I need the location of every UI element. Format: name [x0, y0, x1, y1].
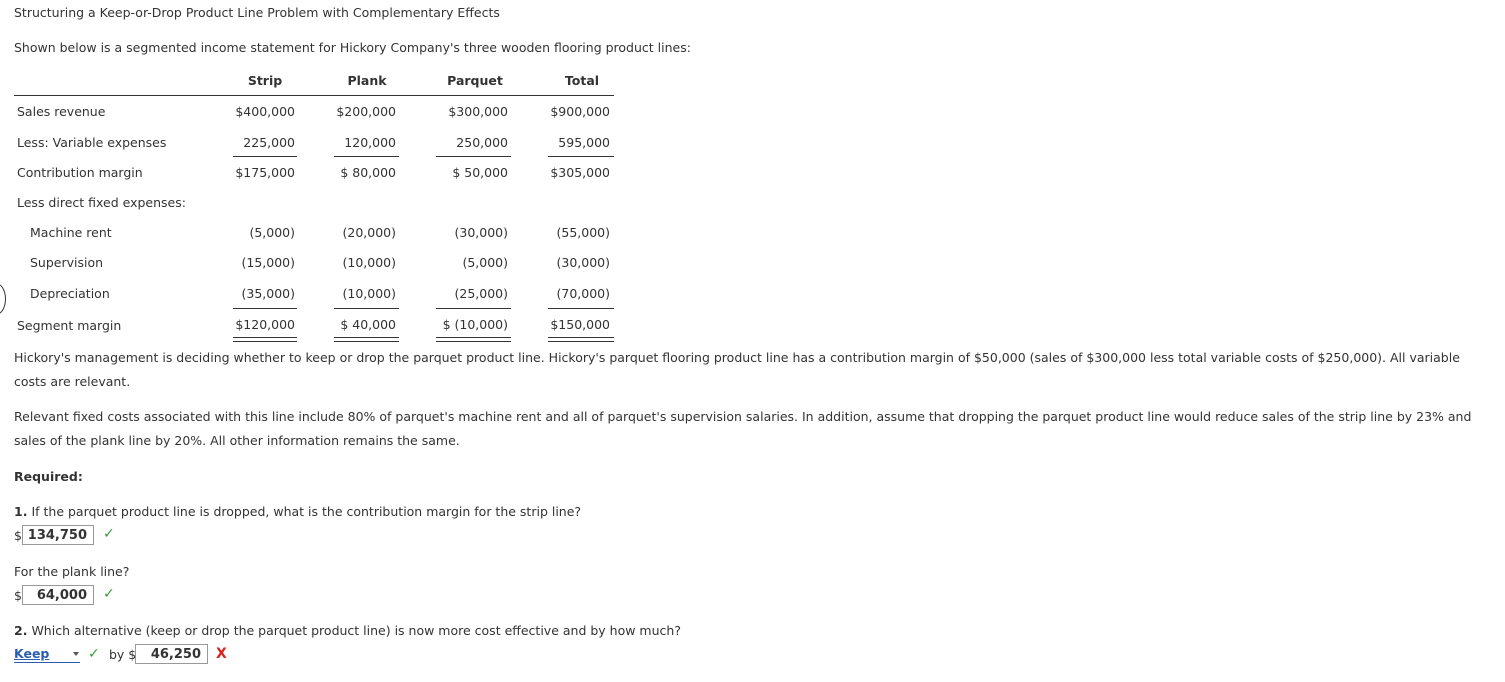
- cell: $200,000: [336, 104, 396, 119]
- difference-input[interactable]: 46,250: [135, 644, 208, 664]
- header-plank: Plank: [347, 73, 387, 88]
- header-strip: Strip: [247, 73, 283, 88]
- row-label: Supervision: [30, 255, 104, 270]
- cell: $305,000: [550, 165, 610, 180]
- cell: (10,000): [342, 255, 396, 270]
- subtotal-rule: [233, 308, 297, 309]
- row-label: Less direct fixed expenses:: [17, 195, 186, 210]
- subtotal-rule: [233, 156, 297, 157]
- total-double-rule: [548, 337, 614, 342]
- cell: (30,000): [454, 225, 508, 240]
- chevron-down-icon[interactable]: [73, 652, 79, 656]
- cell: (5,000): [462, 255, 508, 270]
- currency-symbol: $: [14, 588, 22, 603]
- cell: 595,000: [558, 135, 610, 150]
- correct-check-icon: ✓: [103, 526, 115, 542]
- cell: $175,000: [235, 165, 295, 180]
- cell: (25,000): [454, 286, 508, 301]
- question-1: [14, 504, 581, 519]
- row-label: Depreciation: [30, 286, 110, 301]
- header-rule: [14, 95, 614, 96]
- cell: (70,000): [556, 286, 610, 301]
- subtotal-rule: [334, 156, 399, 157]
- paragraph-fixed-costs: Relevant fixed costs associated with this line include 80% of parquet's machine rent and all of parquet's supervision salaries. In addition, assume that dropping the parquet product line would reduce sales of the strip line by 23% and sales of the plank line by 20%. All other information remains the same.: [14, 409, 1472, 448]
- question-text: If the parquet product line is dropped, what is the contribution margin for the strip line?: [31, 504, 582, 519]
- paragraph-management: Hickory's management is deciding whether to keep or drop the parquet product line. Hickory's parquet flooring product line has a contribution margin of $50,000 (sales of $300,000 less total variable costs of $250,000). All variable costs are relevant.: [14, 350, 1460, 389]
- intro-text: Shown below is a segmented income statement for Hickory Company's three wooden flooring product lines:: [14, 40, 691, 55]
- row-label: Sales revenue: [17, 104, 106, 119]
- cell: 120,000: [344, 135, 396, 150]
- cell: (15,000): [241, 255, 295, 270]
- total-double-rule: [436, 337, 511, 342]
- subtotal-rule: [334, 308, 399, 309]
- cell: $ 40,000: [340, 317, 396, 332]
- question-2: [14, 623, 681, 638]
- strip-cm-input[interactable]: 134,750: [22, 525, 94, 545]
- cell: (20,000): [342, 225, 396, 240]
- header-parquet: Parquet: [447, 73, 503, 88]
- total-double-rule: [334, 337, 399, 342]
- plank-cm-input[interactable]: 64,000: [22, 585, 94, 605]
- total-double-rule: [233, 337, 297, 342]
- cell: $ (10,000): [442, 317, 508, 332]
- question-number: 2.: [14, 623, 28, 638]
- row-label: Contribution margin: [17, 165, 143, 180]
- correct-check-icon: ✓: [103, 586, 115, 602]
- cell: $ 50,000: [452, 165, 508, 180]
- correct-check-icon: ✓: [88, 646, 100, 662]
- cell: (30,000): [556, 255, 610, 270]
- row-label: Less: Variable expenses: [17, 135, 167, 150]
- cell: 250,000: [456, 135, 508, 150]
- required-heading: Required:: [14, 469, 83, 484]
- alternative-select[interactable]: [14, 646, 80, 663]
- left-edge-arc: [0, 283, 6, 315]
- row-label: Machine rent: [30, 225, 112, 240]
- cell: $150,000: [550, 317, 610, 332]
- cell: (10,000): [342, 286, 396, 301]
- row-label: Segment margin: [17, 318, 122, 333]
- cell: $900,000: [550, 104, 610, 119]
- cell: 225,000: [243, 135, 295, 150]
- cell: (5,000): [249, 225, 295, 240]
- by-label: by $: [109, 647, 137, 662]
- header-total: Total: [564, 73, 600, 88]
- subtotal-rule: [548, 156, 614, 157]
- cell: (35,000): [241, 286, 295, 301]
- page-title: Structuring a Keep-or-Drop Product Line Problem with Complementary Effects: [14, 5, 500, 20]
- question-number: 1.: [14, 504, 28, 519]
- subtotal-rule: [436, 308, 511, 309]
- alternative-select-value: Keep: [14, 646, 50, 661]
- cell: $400,000: [235, 104, 295, 119]
- currency-symbol: $: [14, 528, 22, 543]
- cell: $ 80,000: [340, 165, 396, 180]
- subtotal-rule: [548, 308, 614, 309]
- cell: $120,000: [235, 317, 295, 332]
- cell: $300,000: [448, 104, 508, 119]
- plank-question: For the plank line?: [14, 564, 130, 579]
- question-text: Which alternative (keep or drop the parquet product line) is now more cost effective and by how much?: [31, 623, 681, 638]
- incorrect-x-icon: X: [216, 646, 227, 662]
- cell: (55,000): [556, 225, 610, 240]
- subtotal-rule: [436, 156, 511, 157]
